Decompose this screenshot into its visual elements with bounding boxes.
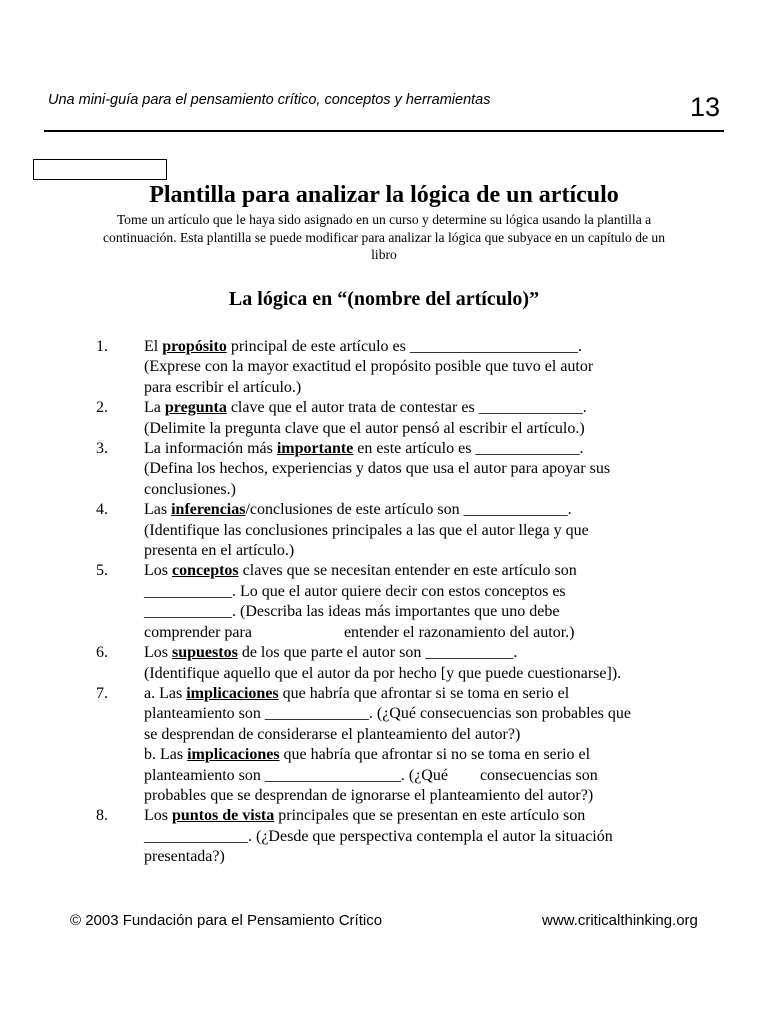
item-text: El [144,338,163,355]
intro-line: continuación. Esta plantilla se puede modificar para analizar la lógica que subyace en un capítulo de un [102,229,666,245]
header-rule [44,130,724,132]
list-item [0,500,768,561]
intro-line: Tome un artículo que le haya sido asignado en un curso y determine su lógica usando la plantilla a [116,212,652,227]
item-text: b. Las [144,746,188,764]
item-number: 1. [96,338,108,355]
item-text: ___________. Lo que el autor quiere decir con estos conceptos es [144,582,566,600]
item-text: que habría que afrontar si se toma en serio el [278,684,570,702]
item-text: Las [144,501,172,519]
item-text: (Delimite la pregunta clave que el autor pensó al escribir el artículo.) [144,419,585,437]
item-text: principales que se presentan en este artículo son [274,807,586,825]
item-keyword: implicaciones [187,746,280,764]
footer-copyright: © 2003 Fundación para el Pensamiento Crítico [70,912,383,929]
item-text: (Identifique aquello que el autor da por hecho [y que puede cuestionarse]). [144,664,622,682]
item-text: entender el razonamiento del autor.) [343,623,575,641]
list-item [0,684,768,806]
item-text: comprender para [144,623,252,641]
item-text: La información más [144,440,277,458]
list-item [0,561,768,643]
item-text: a. Las [144,684,187,702]
item-number: 8. [96,807,108,825]
item-keyword: supuestos [172,644,238,662]
numbered-list [0,337,768,868]
item-text: planteamiento son _____________. (¿Qué consecuencias son probables que [144,705,631,723]
item-keyword: implicaciones [186,684,279,702]
item-text: principal de este artículo es _____________________. [226,338,582,355]
list-item [0,337,768,398]
item-text: de los que parte el autor son ___________. [237,644,518,662]
item-number: 4. [96,501,108,519]
item-keyword: inferencias [171,501,246,519]
item-text: planteamiento son _________________. (¿Qué [144,766,448,784]
item-text: _____________. (¿Desde que perspectiva contempla el autor la situación [144,827,613,845]
item-number: 2. [96,399,108,417]
list-item [0,806,768,867]
item-text: Los [144,807,172,825]
item-keyword: conceptos [172,562,239,580]
item-text: claves que se necesitan entender en este artículo son [238,562,577,580]
item-text: /conclusiones de este artículo son _____________. [245,501,572,519]
document-title: Plantilla para analizar la lógica de un artículo [149,182,619,208]
item-text: (Exprese con la mayor exactitud el propósito posible que tuvo el autor [144,358,594,376]
list-item [0,643,768,684]
item-keyword: pregunta [164,399,227,417]
item-keyword: puntos de vista [172,807,275,825]
list-item [0,439,768,500]
item-text: ___________. (Describa las ideas más importantes que uno debe [144,603,560,621]
item-text: conclusiones.) [144,480,236,498]
item-text: que habría que afrontar si no se toma en serio el [279,746,591,764]
item-text: para escribir el artículo.) [144,378,302,396]
item-text: en este artículo es _____________. [353,440,584,458]
item-text: se desprendan de considerarse el planteamiento del autor?) [144,725,521,743]
empty-label-box [33,159,167,180]
intro-paragraph [48,211,720,264]
item-text: Los [144,644,172,662]
item-text: (Defina los hechos, experiencias y datos que usa el autor para apoyar sus [144,460,611,478]
list-item [0,398,768,439]
item-text: La [144,399,165,417]
intro-line: libro [371,247,397,262]
item-number: 5. [96,562,108,580]
item-number: 6. [96,644,108,662]
item-text: (Identifique las conclusiones principales a las que el autor llega y que [144,521,589,539]
item-text: consecuencias son [479,766,598,784]
item-keyword: importante [276,440,354,458]
template-subtitle: La lógica en “(nombre del artículo)” [228,288,540,310]
item-text: clave que el autor trata de contestar es _____________. [226,399,587,417]
item-number: 7. [96,684,108,702]
running-header-title: Una mini-guía para el pensamiento crítico, conceptos y herramientas [48,92,491,108]
item-text: probables que se desprendan de ignorarse el planteamiento del autor?) [144,786,594,804]
item-text: Los [144,562,172,580]
page-number: 13 [689,92,720,122]
item-text: presenta en el artículo.) [144,542,295,560]
item-text: presentada?) [144,848,225,866]
item-number: 3. [96,440,108,458]
footer-website: www.criticalthinking.org [542,912,698,929]
item-keyword: propósito [162,338,227,355]
